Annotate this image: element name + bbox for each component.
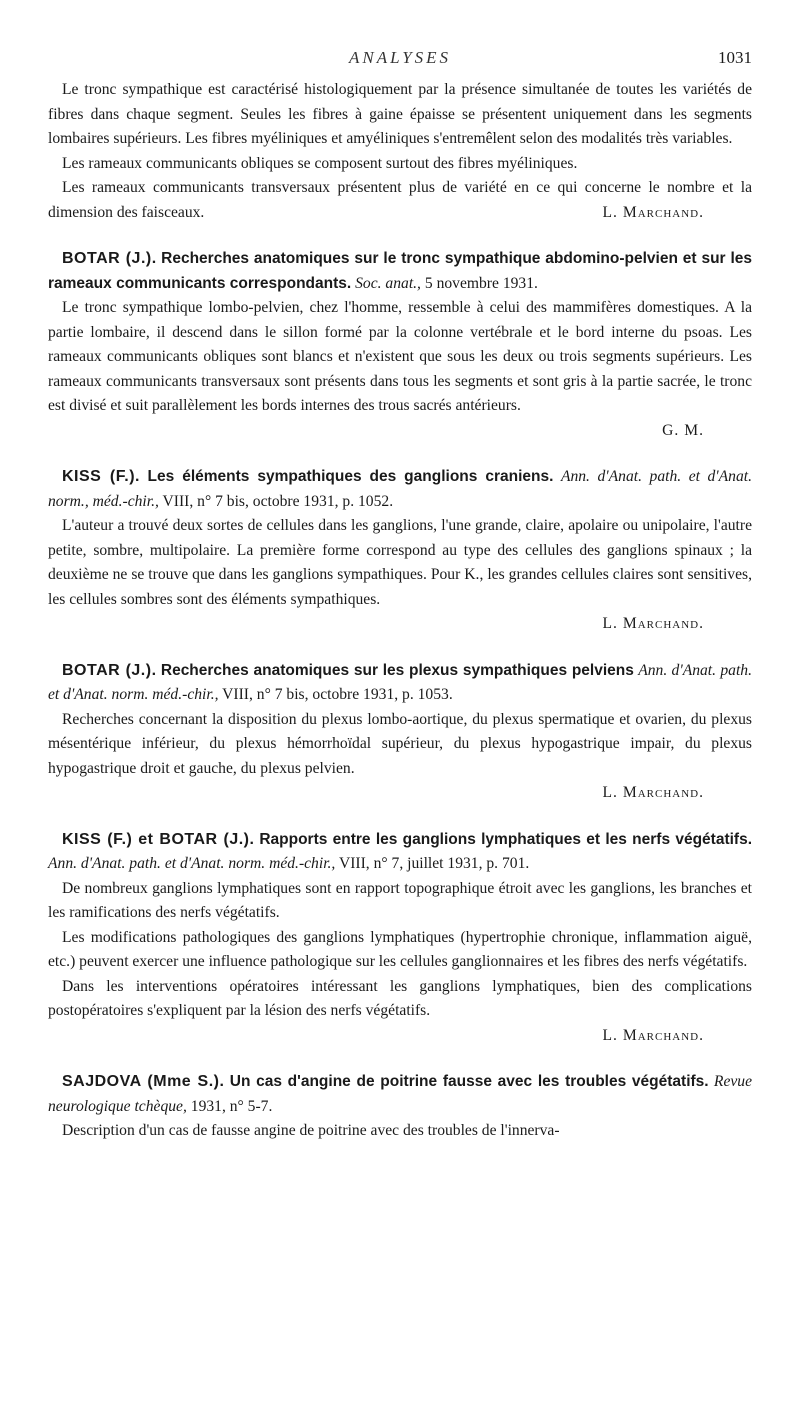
entry-heading	[48, 247, 752, 296]
entry-title: Un cas d'angine de poitrine fausse avec les troubles végétatifs.	[229, 1073, 709, 1090]
intro-paragraph: Les rameaux communicants obliques se composent surtout des fibres myéliniques.	[62, 154, 578, 172]
entry-paragraph: Le tronc sympathique lombo-pelvien, chez l'homme, ressemble à celui des mammifères domestiques. A la partie lombaire, il descend dans le sillon formé par la colonne vertébrale et le bord interne du psoas. Les rameaux communicants obliques sont blancs et n'existent que sous les deux ou trois segments supérieurs. Les rameaux communicants transversaux sont présents dans tous les segments et sont gris à la partie sacrée, le tronc est divisé et suit parallèlement les bords internes des trous sacrés antérieurs.	[48, 299, 752, 414]
entry-heading	[48, 828, 752, 877]
intro-section	[48, 78, 752, 225]
abstract-entry	[48, 247, 752, 443]
entry-author: KISS (F.) et BOTAR (J.).	[62, 830, 255, 848]
entry-heading	[48, 465, 752, 514]
entry-reference: Ann. d'Anat. path. et d'Anat. norm., méd.-chir., VIII, n° 7 bis, octobre 1931, p. 1052.	[48, 468, 752, 510]
running-title: ANALYSES	[348, 48, 452, 67]
page-header	[48, 48, 752, 76]
entry-title: Rapports entre les ganglions lymphatiques et les nerfs végétatifs.	[259, 830, 753, 848]
entry-paragraph: Dans les interventions opératoires intéressant les ganglions lymphatiques, bien des complications postopératoires s'expliquent par la lésion des nerfs végétatifs.	[48, 977, 752, 1019]
entry-title: Recherches anatomiques sur les plexus sympathiques pelviens	[160, 661, 634, 679]
entry-author: KISS (F.).	[62, 468, 140, 485]
entry-title: Les éléments sympathiques des ganglions craniens.	[147, 468, 554, 485]
intro-paragraph: Le tronc sympathique est caractérisé histologiquement par la présence simultanée de toutes les variétés de fibres dans chaque segment. Seules les fibres à gaine épaisse se présentent uniquement dans les segments lombaires supérieurs. Les fibres myéliniques et amyéliniques s'entremêlent selon des modalités très variables.	[48, 81, 752, 147]
abstract-entry	[48, 465, 752, 637]
abstract-entry	[48, 1070, 752, 1144]
entry-reference: Ann. d'Anat. path. et d'Anat. norm. méd.-chir., VIII, n° 7, juillet 1931, p. 701.	[48, 855, 530, 872]
entry-heading	[48, 659, 752, 708]
entry-heading	[48, 1070, 752, 1119]
signature: L. Marchand.	[602, 615, 704, 632]
entry-author: BOTAR (J.).	[62, 661, 157, 679]
entry-reference: Ann. d'Anat. path. et d'Anat. norm. méd.-chir., VIII, n° 7 bis, octobre 1931, p. 1053.	[48, 661, 752, 703]
entry-reference: Revue neurologique tchèque, 1931, n° 5-7.	[48, 1073, 753, 1115]
signature: L. Marchand.	[602, 1026, 704, 1044]
intro-paragraph: Les rameaux communicants transversaux présentent plus de variété en ce qui concerne le nombre et la dimension des faisceaux. L. Marchand.	[48, 176, 752, 225]
signature: L. Marchand.	[602, 784, 704, 801]
signature: G. M.	[662, 421, 704, 439]
article-body	[48, 78, 752, 1144]
entry-title: Recherches anatomiques sur le tronc sympathique abdomino-pelvien et sur les rameaux communicants correspondants.	[48, 250, 753, 292]
signature: L. Marchand.	[602, 203, 704, 221]
entry-paragraph: Recherches concernant la disposition du plexus lombo-aortique, du plexus spermatique et ovarien, du plexus mésentérique inférieur, du plexus hémorrhoïdal supérieur, du plexus hypogastrique impair, du plexus hypogastrique droit et gauche, du plexus pelvien.	[48, 710, 752, 777]
entry-paragraph: L'auteur a trouvé deux sortes de cellules dans les ganglions, l'une grande, claire, apolaire ou unipolaire, l'autre petite, sombre, multipolaire. La première forme correspond au type des cellules des ganglions spinaux ; la deuxième ne se trouve que dans les ganglions sympathiques. Pour K., les grandes cellules claires sont sensitives, les cellules sombres sont des éléments sympathiques.	[48, 517, 752, 608]
abstract-entry	[48, 828, 752, 1049]
entry-paragraph: De nombreux ganglions lymphatiques sont en rapport topographique étroit avec les ganglions, les branches et les ramifications des nerfs végétatifs.	[48, 879, 752, 921]
entry-paragraph: Les modifications pathologiques des ganglions lymphatiques (hypertrophie chronique, inflammation aiguë, etc.) peuvent exercer une influence pathologique sur les cellules ganglionnaires et les fibres des nerfs végétatifs.	[48, 928, 752, 970]
entry-author: BOTAR (J.).	[62, 250, 157, 267]
entry-reference: Soc. anat., 5 novembre 1931.	[355, 274, 538, 292]
entry-paragraph: Description d'un cas de fausse angine de poitrine avec des troubles de l'innerva-	[62, 1122, 560, 1139]
abstract-entry	[48, 659, 752, 806]
page-number: 1031	[718, 48, 752, 67]
entry-author: SAJDOVA (Mme S.).	[62, 1073, 225, 1090]
